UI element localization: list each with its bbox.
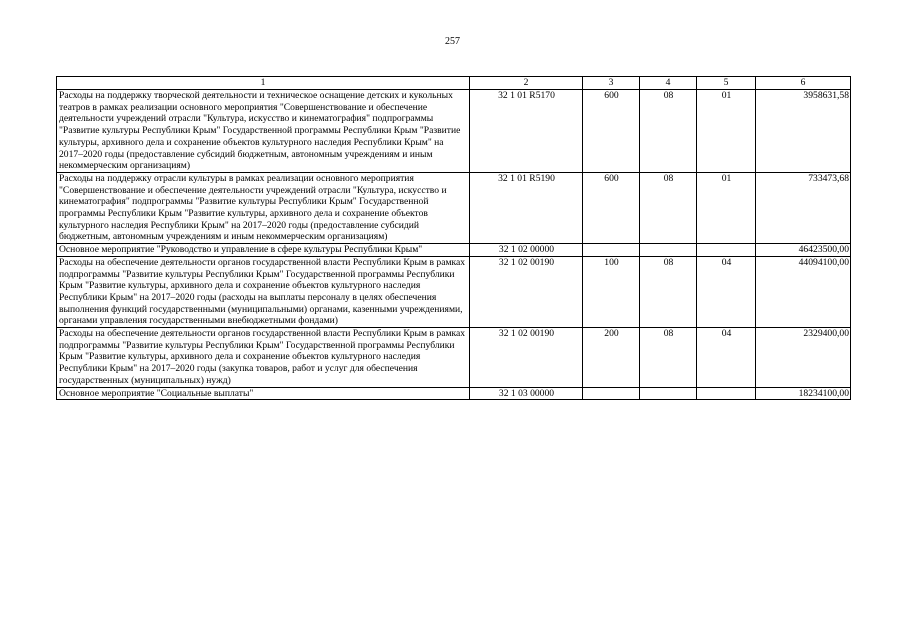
expense-name: Расходы на поддержку творческой деятельности и техническое оснащение детских и кукольных театров в рамках реализации основного мероприятия "Совершенствование и обеспечение деятельности учреждений отрасли "Культура, искусство и кинематография" подпрограммы "Развитие культуры Республики Крым" Государственной программы Республики Крым "Развитие культуры, архивного дела и сохранение объектов культурного наследия Республики Крым" на 2017–2020 годы (предоставление субсидий бюджетным, автономным учреждениям и иным некоммерческим организациям)	[57, 90, 470, 173]
table-row	[57, 387, 851, 400]
section-code	[640, 387, 697, 400]
expense-name: Расходы на обеспечение деятельности органов государственной власти Республики Крым в рамках подпрограммы "Развитие культуры Республики Крым" Государственной программы Республики Крым "Развитие культуры, архивного дела и сохранение объектов культурного наследия Республики Крым" на 2017–2020 годы (расходы на выплаты персоналу в целях обеспечения выполнения функций государственными (муниципальными) органами, казенными учреждениями, органами управления государственными внебюджетными фондами)	[57, 256, 470, 327]
subsection-code: 04	[697, 328, 756, 388]
expense-type-code: 200	[583, 328, 640, 388]
amount: 46423500,00	[756, 244, 851, 257]
expense-type-code	[583, 387, 640, 400]
expense-name: Основное мероприятие "Руководство и управление в сфере культуры Республики Крым"	[57, 244, 470, 257]
column-header-4: 4	[640, 77, 697, 90]
target-code: 32 1 01 R5190	[470, 172, 583, 243]
amount: 2329400,00	[756, 328, 851, 388]
column-header-6: 6	[756, 77, 851, 90]
column-header-2: 2	[470, 77, 583, 90]
expense-name: Расходы на обеспечение деятельности органов государственной власти Республики Крым в рамках подпрограммы "Развитие культуры Республики Крым" Государственной программы Республики Крым "Развитие культуры, архивного дела и сохранение объектов культурного наследия Республики Крым" на 2017–2020 годы (закупка товаров, работ и услуг для обеспечения государственных (муниципальных) нужд)	[57, 328, 470, 388]
page-number: 257	[445, 36, 460, 47]
subsection-code: 01	[697, 172, 756, 243]
table-row	[57, 244, 851, 257]
target-code: 32 1 01 R5170	[470, 90, 583, 173]
section-code: 08	[640, 90, 697, 173]
expense-type-code	[583, 244, 640, 257]
section-code: 08	[640, 172, 697, 243]
subsection-code: 01	[697, 90, 756, 173]
expense-type-code: 600	[583, 172, 640, 243]
table-row	[57, 172, 851, 243]
column-header-1: 1	[57, 77, 470, 90]
expense-name: Расходы на поддержку отрасли культуры в рамках реализации основного мероприятия "Совершенствование и обеспечение деятельности учреждений отрасли "Культура, искусство и кинематография" подпрограммы "Развитие культуры Республики Крым" Государственной программы Республики Крым "Развитие культуры, архивного дела и сохранение объектов культурного наследия Республики Крым" на 2017–2020 годы (предоставление субсидий бюджетным, автономным учреждениям и иным некоммерческим организациям)	[57, 172, 470, 243]
amount: 18234100,00	[756, 387, 851, 400]
table-row	[57, 256, 851, 327]
subsection-code: 04	[697, 256, 756, 327]
table-header-row	[57, 77, 851, 90]
amount: 733473,68	[756, 172, 851, 243]
target-code: 32 1 03 00000	[470, 387, 583, 400]
expense-type-code: 600	[583, 90, 640, 173]
column-header-3: 3	[583, 77, 640, 90]
column-header-5: 5	[697, 77, 756, 90]
expense-type-code: 100	[583, 256, 640, 327]
amount: 44094100,00	[756, 256, 851, 327]
budget-table	[56, 76, 851, 400]
target-code: 32 1 02 00190	[470, 328, 583, 388]
table-row	[57, 328, 851, 388]
expense-name: Основное мероприятие "Социальные выплаты"	[57, 387, 470, 400]
section-code: 08	[640, 256, 697, 327]
amount: 3958631,58	[756, 90, 851, 173]
target-code: 32 1 02 00190	[470, 256, 583, 327]
target-code: 32 1 02 00000	[470, 244, 583, 257]
section-code	[640, 244, 697, 257]
table-row	[57, 90, 851, 173]
section-code: 08	[640, 328, 697, 388]
subsection-code	[697, 387, 756, 400]
subsection-code	[697, 244, 756, 257]
